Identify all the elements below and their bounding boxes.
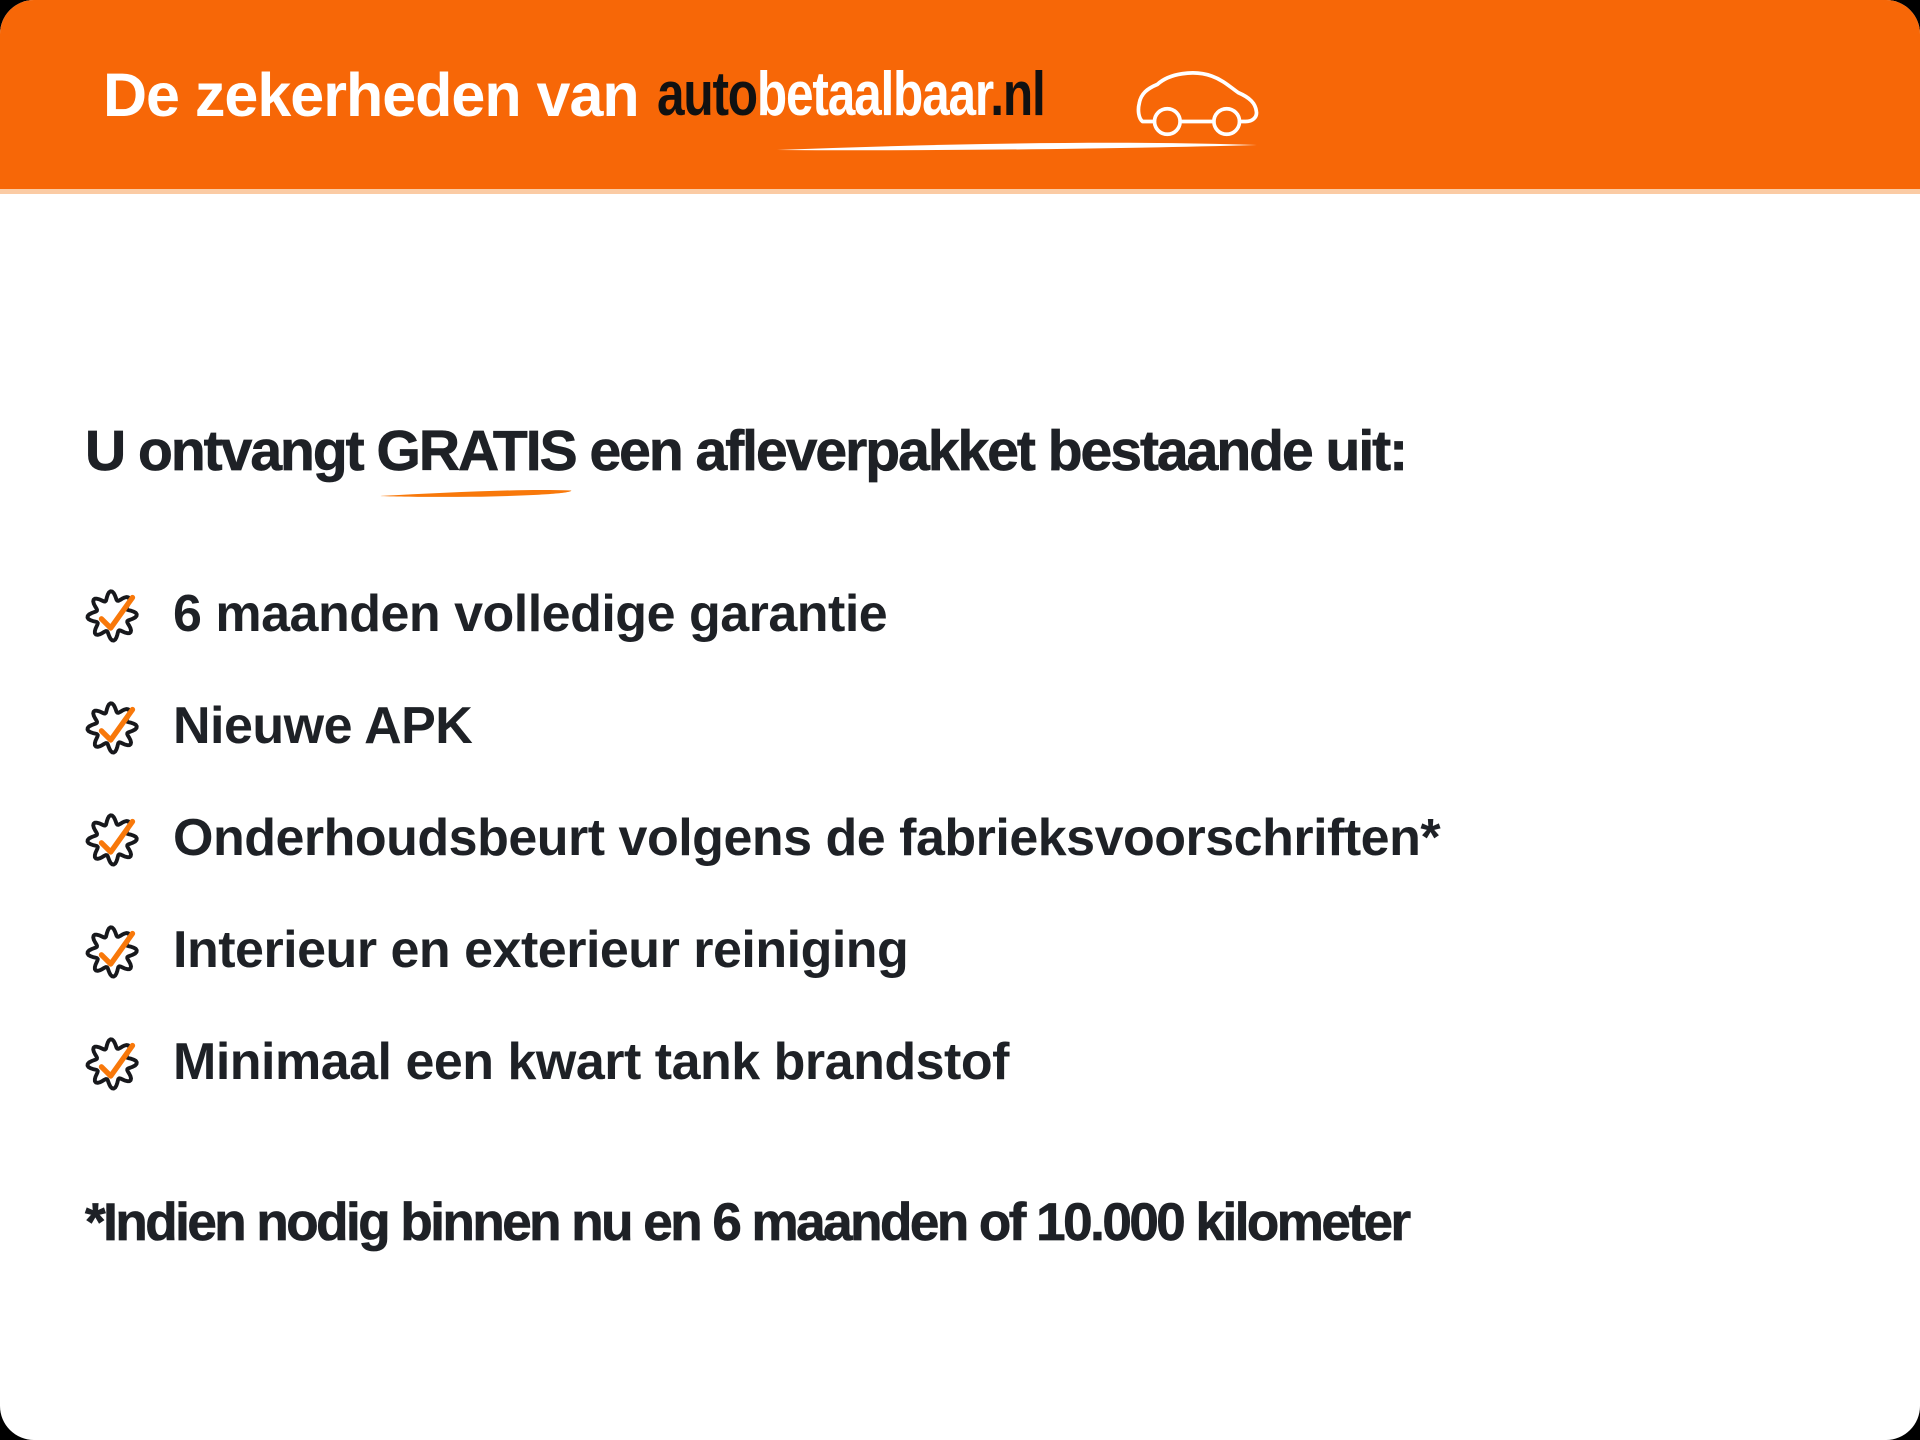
list-item [85,1030,1860,1094]
badge-check-icon [85,583,147,645]
badge-check-icon [85,807,147,869]
logo-part-auto: auto [656,60,757,129]
header-title: De zekerheden van [103,60,639,129]
page-title [85,418,1860,484]
logo-underline-swoosh [775,138,1261,154]
heading-pre: U ontvangt [85,419,363,483]
benefits-list [85,582,1860,1094]
footnote: *Indien nodig binnen nu en 6 maanden of 10.000 kilometer [85,1193,1409,1252]
benefit-label: Interieur en exterieur reiniging [173,921,909,979]
list-item [85,918,1860,982]
badge-check-icon [85,695,147,757]
benefit-label: 6 maanden volledige garantie [173,585,888,643]
brand-logo-text [656,59,1045,130]
benefit-label: Minimaal een kwart tank brandstof [173,1033,1009,1091]
heading-highlight-text: GRATIS [376,419,576,483]
content-area [0,418,1920,1253]
badge-check-icon [85,919,147,981]
logo-part-nl: .nl [989,60,1045,129]
benefit-label: Onderhoudsbeurt volgens de fabrieksvoorschriften* [173,809,1441,867]
heading-post: een afleverpakket bestaande uit: [589,419,1407,483]
gratis-underline-swoosh [378,486,573,498]
header-banner [0,0,1920,194]
benefit-label: Nieuwe APK [173,697,473,755]
brand-logo [657,30,1263,160]
logo-part-betaalbaar: betaalbaar [756,60,990,129]
badge-check-icon [85,1031,147,1093]
list-item [85,582,1860,646]
list-item [85,806,1860,870]
car-outline-icon [1131,67,1263,143]
list-item [85,694,1860,758]
heading-highlight [376,418,575,484]
